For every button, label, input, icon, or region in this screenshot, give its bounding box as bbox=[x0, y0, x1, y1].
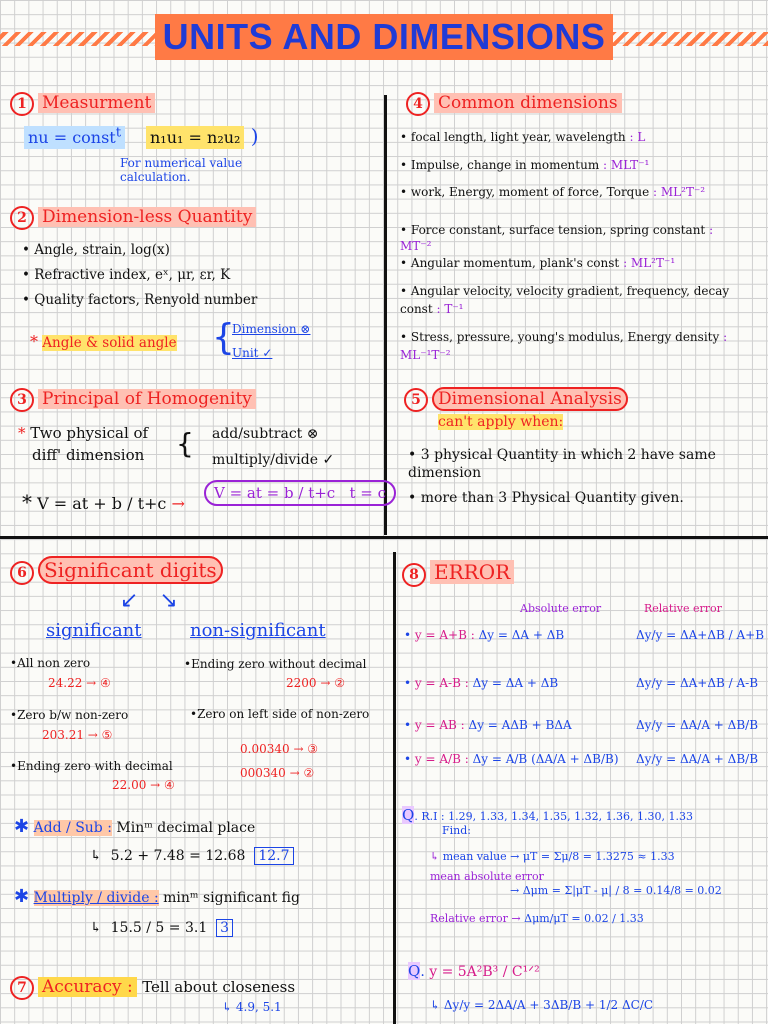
section-homogenity-header: 3 Principal of Homogenity bbox=[10, 388, 256, 412]
non-significant-label: non-significant bbox=[190, 620, 326, 641]
homogenity-eq: * V = at + b / t+c → bbox=[22, 490, 185, 514]
dimension-row: • Impulse, change in momentum : MLT⁻¹ bbox=[400, 158, 650, 172]
question-1: Q. R.I : 1.29, 1.33, 1.34, 1.35, 1.32, 1.36, 1.30, 1.33 bbox=[402, 806, 694, 824]
page-title-wrap bbox=[0, 14, 768, 60]
question-2: Q. y = 5A²B³ / C¹ᐟ² bbox=[408, 962, 540, 980]
section-measurement-header: 1 Measurment bbox=[10, 92, 155, 116]
section-dimensionless-header: 2 Dimension-less Quantity bbox=[10, 206, 256, 230]
angle-star-item: * Angle & solid angle bbox=[30, 332, 177, 351]
relative-error-label: Relative error bbox=[644, 602, 722, 615]
non-significant-rule: •Ending zero without decimal bbox=[184, 657, 367, 671]
section-accuracy-header: 7 Accuracy : Tell about closeness bbox=[10, 976, 295, 1000]
error-row: • y = A-B : Δy = ΔA + ΔB bbox=[404, 676, 559, 690]
error-row-relative: Δy/y = ΔA/A + ΔB/B bbox=[636, 752, 759, 766]
angle-unit-note: Unit ✓ bbox=[232, 346, 273, 360]
error-row: • y = AB : Δy = AΔB + BΔA bbox=[404, 718, 572, 732]
question-2-answer: ↳ Δy/y = 2ΔA/A + 3ΔB/B + 1/2 ΔC/C bbox=[430, 998, 654, 1012]
dimension-row: • Stress, pressure, young's modulus, Energy density : ML⁻¹T⁻² bbox=[400, 330, 728, 362]
non-significant-example: 000340 → ② bbox=[240, 766, 315, 780]
homogenity-line2: diff' dimension bbox=[32, 446, 145, 464]
measurement-eq1: nu = const$^t$ bbox=[24, 126, 125, 147]
homogenity-add: add/subtract ⊗ bbox=[212, 426, 319, 442]
mean-abs-error: → Δμm = Σ|μT - μ| / 8 = 0.14/8 = 0.02 bbox=[510, 884, 722, 897]
mean-abs-error-label: mean absolute error bbox=[430, 870, 544, 883]
section-common-dimensions-header: 4 Common dimensions bbox=[406, 92, 622, 116]
add-sub-rule: ✱ Add / Sub : Minᵐ decimal place bbox=[14, 816, 256, 837]
find-label: Find: bbox=[442, 824, 471, 837]
significant-rule: •Ending zero with decimal bbox=[10, 759, 173, 773]
accuracy-example: ↳ 4.9, 5.1 bbox=[222, 1000, 282, 1014]
split-arrow-icon: ↙ ↘ bbox=[120, 588, 178, 613]
significant-label: significant bbox=[46, 620, 142, 641]
significant-example: 24.22 → ④ bbox=[48, 676, 111, 690]
page-title: UNITS AND DIMENSIONS bbox=[155, 14, 614, 60]
brace-icon: { bbox=[212, 317, 235, 358]
add-sub-example: ↳ 5.2 + 7.48 = 12.68 12.7 bbox=[90, 848, 294, 864]
dimension-row: • Angular momentum, plank's const : ML²T⁻¹ bbox=[400, 256, 676, 270]
measurement-eq2: n₁u₁ = n₂u₂ ) bbox=[146, 124, 259, 148]
mul-div-example: ↳ 15.5 / 5 = 3.1 3 bbox=[90, 920, 233, 936]
significant-example: 22.00 → ④ bbox=[112, 778, 175, 792]
dimensionless-item: • Angle, strain, log(x) bbox=[22, 242, 170, 258]
angle-dimension-note: Dimension ⊗ bbox=[232, 322, 311, 336]
dimension-row: • Angular velocity, velocity gradient, frequency, decay const : T⁻¹ bbox=[400, 284, 730, 316]
relative-error: Relative error → Δμm/μT = 0.02 / 1.33 bbox=[430, 912, 644, 925]
section-dimensional-analysis-header: 5 Dimensional Analysis bbox=[404, 388, 628, 412]
column-divider-bottom bbox=[393, 552, 396, 1024]
error-row-relative: Δy/y = ΔA/A + ΔB/B bbox=[636, 718, 759, 732]
section-significant-header: 6 Significant digits bbox=[10, 558, 223, 585]
column-divider-top bbox=[384, 95, 387, 535]
dimensionless-item: • Refractive index, eˣ, μr, εr, K bbox=[22, 267, 231, 283]
absolute-error-label: Absolute error bbox=[520, 602, 602, 615]
measurement-note: For numerical value calculation. bbox=[120, 156, 243, 184]
non-significant-rule: •Zero on left side of non-zero bbox=[190, 707, 370, 721]
error-row-relative: Δy/y = ΔA+ΔB / A-B bbox=[636, 676, 759, 690]
homogenity-mul: multiply/divide ✓ bbox=[212, 452, 335, 468]
error-row: • y = A+B : Δy = ΔA + ΔB bbox=[404, 628, 565, 642]
analysis-item: • 3 physical Quantity in which 2 have same dimension bbox=[408, 447, 716, 481]
non-significant-example: 2200 → ② bbox=[286, 676, 345, 690]
analysis-subhead: can't apply when: bbox=[438, 414, 564, 430]
dimension-row: • focal length, light year, wavelength : L bbox=[400, 130, 646, 144]
significant-rule: •All non zero bbox=[10, 656, 91, 670]
mean-value: ↳ mean value → μT = Σμ/8 = 1.3275 ≈ 1.33 bbox=[430, 850, 675, 863]
non-significant-example: 0.00340 → ③ bbox=[240, 742, 319, 756]
section-divider bbox=[0, 536, 768, 539]
mul-div-rule: ✱ Multiply / divide : minᵐ significant fig bbox=[14, 886, 300, 907]
error-row: • y = A/B : Δy = A/B (ΔA/A + ΔB/B) bbox=[404, 752, 619, 766]
homogenity-eq-boxed: V = at = b / t+c t = c bbox=[204, 484, 396, 502]
dimension-row: • Force constant, surface tension, spring constant : MT⁻² bbox=[400, 223, 714, 253]
homogenity-line1: * Two physical of bbox=[18, 424, 149, 442]
section-error-header: 8 ERROR bbox=[402, 560, 514, 587]
dimension-row: • work, Energy, moment of force, Torque : ML²T⁻² bbox=[400, 185, 706, 199]
error-row-relative: Δy/y = ΔA+ΔB / A+B bbox=[636, 628, 765, 642]
significant-rule: •Zero b/w non-zero bbox=[10, 708, 129, 722]
analysis-item: • more than 3 Physical Quantity given. bbox=[408, 490, 684, 506]
dimensionless-item: • Quality factors, Renyold number bbox=[22, 292, 258, 308]
significant-example: 203.21 → ⑤ bbox=[42, 728, 113, 742]
brace-icon: { bbox=[176, 427, 194, 460]
